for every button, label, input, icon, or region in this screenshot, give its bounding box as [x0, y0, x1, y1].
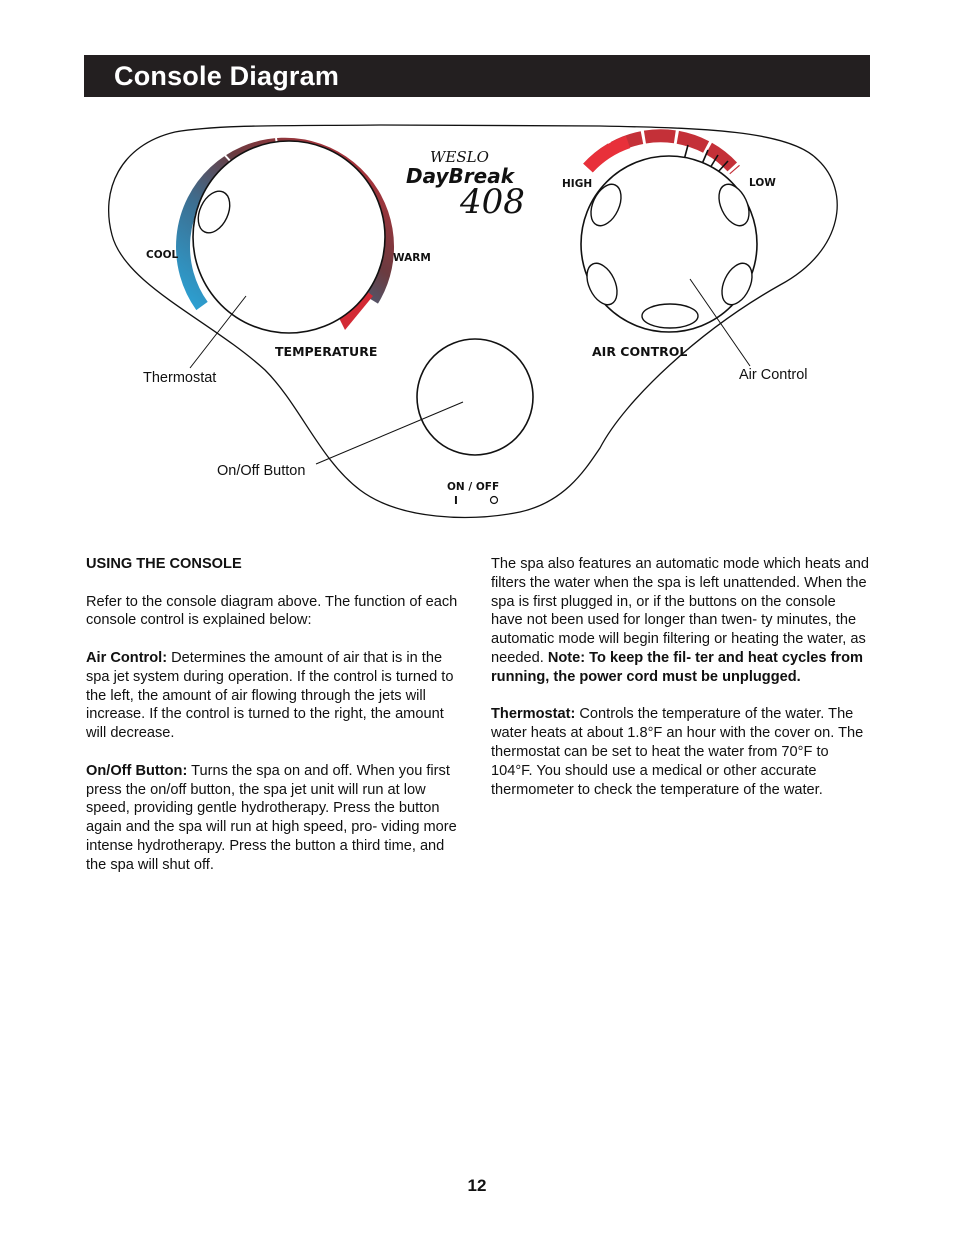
- brand-logo: [406, 148, 525, 222]
- temperature-label: TEMPERATURE: [275, 344, 378, 359]
- scale-high-label: HIGH: [562, 178, 593, 190]
- intro-paragraph: Refer to the console diagram above. The function of each console control is explained below:: [86, 593, 458, 629]
- callout-on-off-button: On/Off Button: [217, 463, 306, 479]
- scale-low-label: LOW: [749, 177, 776, 189]
- air-control-dial[interactable]: [581, 136, 758, 332]
- console-diagram: [0, 0, 954, 540]
- scale-warm-label: WARM: [393, 252, 431, 264]
- thermostat-description: Controls the temperature of the water. The water heats at about 1.8°F an hour with the cover on. The thermostat can be set to heat the water from 70°F to 104°F. You should use a medical or other accurate thermometer to check the temperature of the water.: [491, 706, 864, 798]
- page-number: 12: [467, 1176, 487, 1195]
- automatic-mode-note: Note: To keep the fil- ter and heat cycles from running, the power cord must be unplugged.: [491, 649, 863, 685]
- page-title: Console Diagram: [114, 61, 340, 91]
- callout-air-control: Air Control: [739, 367, 808, 383]
- on-off-description: Turns the spa on and off. When you first press the on/off button, the spa jet unit will run at low speed, providing gentle hydrotherapy. Press the button again and the spa will run at high speed, pro- viding more intense hydrotherapy. Press the button a third time, and the spa will shut off.: [86, 762, 457, 873]
- air-control-term: Air Control:: [86, 649, 168, 666]
- automatic-mode-paragraph: [491, 555, 871, 687]
- svg-text:WESLO: WESLO: [430, 148, 489, 166]
- section-heading: USING THE CONSOLE: [86, 556, 242, 572]
- thermostat-paragraph: [491, 705, 871, 799]
- automatic-mode-description: The spa also features an automatic mode which heats and filters the water when the spa is left unattended. When the spa is first plugged in, or if the buttons on the console have not been used for longer than twen- ty minutes, the automatic mode will begin filtering or heating the water, as needed.: [491, 556, 870, 666]
- scale-cool-label: COOL: [146, 249, 179, 261]
- right-column: [491, 555, 871, 818]
- svg-text:DayBreak: DayBreak: [406, 164, 514, 188]
- off-symbol-icon: [491, 497, 498, 504]
- thermostat-dial[interactable]: [183, 138, 387, 333]
- air-control-paragraph: [86, 649, 461, 743]
- air-control-label: AIR CONTROL: [592, 344, 688, 359]
- on-off-label: ON / OFF: [447, 481, 500, 493]
- on-symbol: I: [454, 495, 458, 507]
- air-control-description: Determines the amount of air that is in the spa jet system during operation. If the control is turned to the left, the amount of air flowing through the jets will increase. If the control is turned to the right, the amount will decrease.: [86, 649, 454, 742]
- svg-text:408: 408: [460, 182, 525, 222]
- callout-thermostat: Thermostat: [143, 370, 217, 386]
- on-off-button[interactable]: [417, 339, 533, 455]
- thermostat-term: Thermostat:: [491, 706, 576, 723]
- on-off-term: On/Off Button:: [86, 762, 188, 779]
- on-off-paragraph: [86, 762, 461, 875]
- left-column: [86, 555, 461, 893]
